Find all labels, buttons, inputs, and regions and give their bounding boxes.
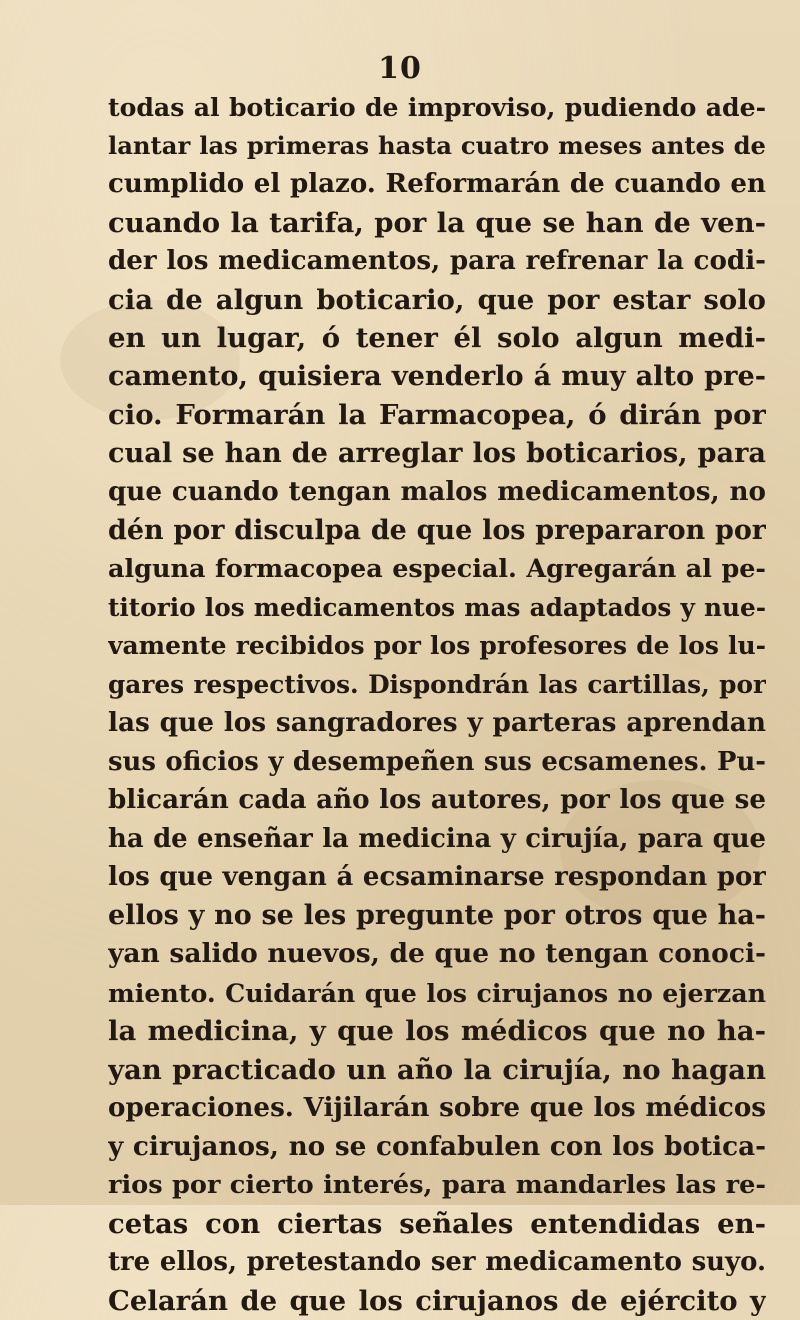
text-line: lantar las primeras hasta cuatro meses antes de [108, 127, 766, 166]
text-line: blicarán cada año los autores, por los que se [108, 781, 766, 820]
text-line: vamente recibidos por los profesores de los lu- [108, 627, 766, 666]
text-line: los que vengan á ecsaminarse respondan por [108, 858, 766, 897]
text-line: y cirujanos, no se confabulen con los botica- [108, 1128, 766, 1167]
text-line: todas al boticario de improviso, pudiendo ade- [108, 88, 766, 127]
text-line: cumplido el plazo. Reformarán de cuando en [108, 165, 766, 204]
text-line: Celarán de que los cirujanos de ejército y [108, 1282, 766, 1320]
text-line: operaciones. Vijilarán sobre que los médicos [108, 1089, 766, 1128]
text-line: gares respectivos. Dispondrán las cartillas, por [108, 666, 766, 705]
text-line: yan salido nuevos, de que no tengan conoci- [108, 935, 766, 974]
text-line: camento, quisiera venderlo á muy alto pre- [108, 358, 766, 397]
text-line: dén por disculpa de que los prepararon por [108, 512, 766, 551]
text-line: sus oficios y desempeñen sus ecsamenes. Pu- [108, 743, 766, 782]
text-line: en un lugar, ó tener él solo algun medi- [108, 319, 766, 358]
text-line: tre ellos, pretestando ser medicamento suyo. [108, 1243, 766, 1282]
text-line: titorio los medicamentos mas adaptados y nue- [108, 589, 766, 628]
page-number: 10 [0, 52, 800, 86]
text-line: cual se han de arreglar los boticarios, para [108, 435, 766, 474]
text-line: der los medicamentos, para refrenar la codi- [108, 242, 766, 281]
text-line: cia de algun boticario, que por estar solo [108, 281, 766, 320]
text-line: miento. Cuidarán que los cirujanos no ejerzan [108, 974, 766, 1013]
text-line: ellos y no se les pregunte por otros que ha- [108, 897, 766, 936]
text-line: las que los sangradores y parteras aprendan [108, 704, 766, 743]
text-line: rios por cierto interés, para mandarles las re- [108, 1166, 766, 1205]
text-line: cuando la tarifa, por la que se han de ven- [108, 204, 766, 243]
text-line: alguna formacopea especial. Agregarán al pe- [108, 550, 766, 589]
text-line: cio. Formarán la Farmacopea, ó dirán por [108, 396, 766, 435]
text-line: cetas con ciertas señales entendidas en- [108, 1205, 766, 1244]
text-line: yan practicado un año la cirujía, no hagan [108, 1051, 766, 1090]
text-line: la medicina, y que los médicos que no ha- [108, 1012, 766, 1051]
text-line: ha de enseñar la medicina y cirujía, para que [108, 820, 766, 859]
body-text [108, 88, 766, 1320]
text-line: que cuando tengan malos medicamentos, no [108, 473, 766, 512]
